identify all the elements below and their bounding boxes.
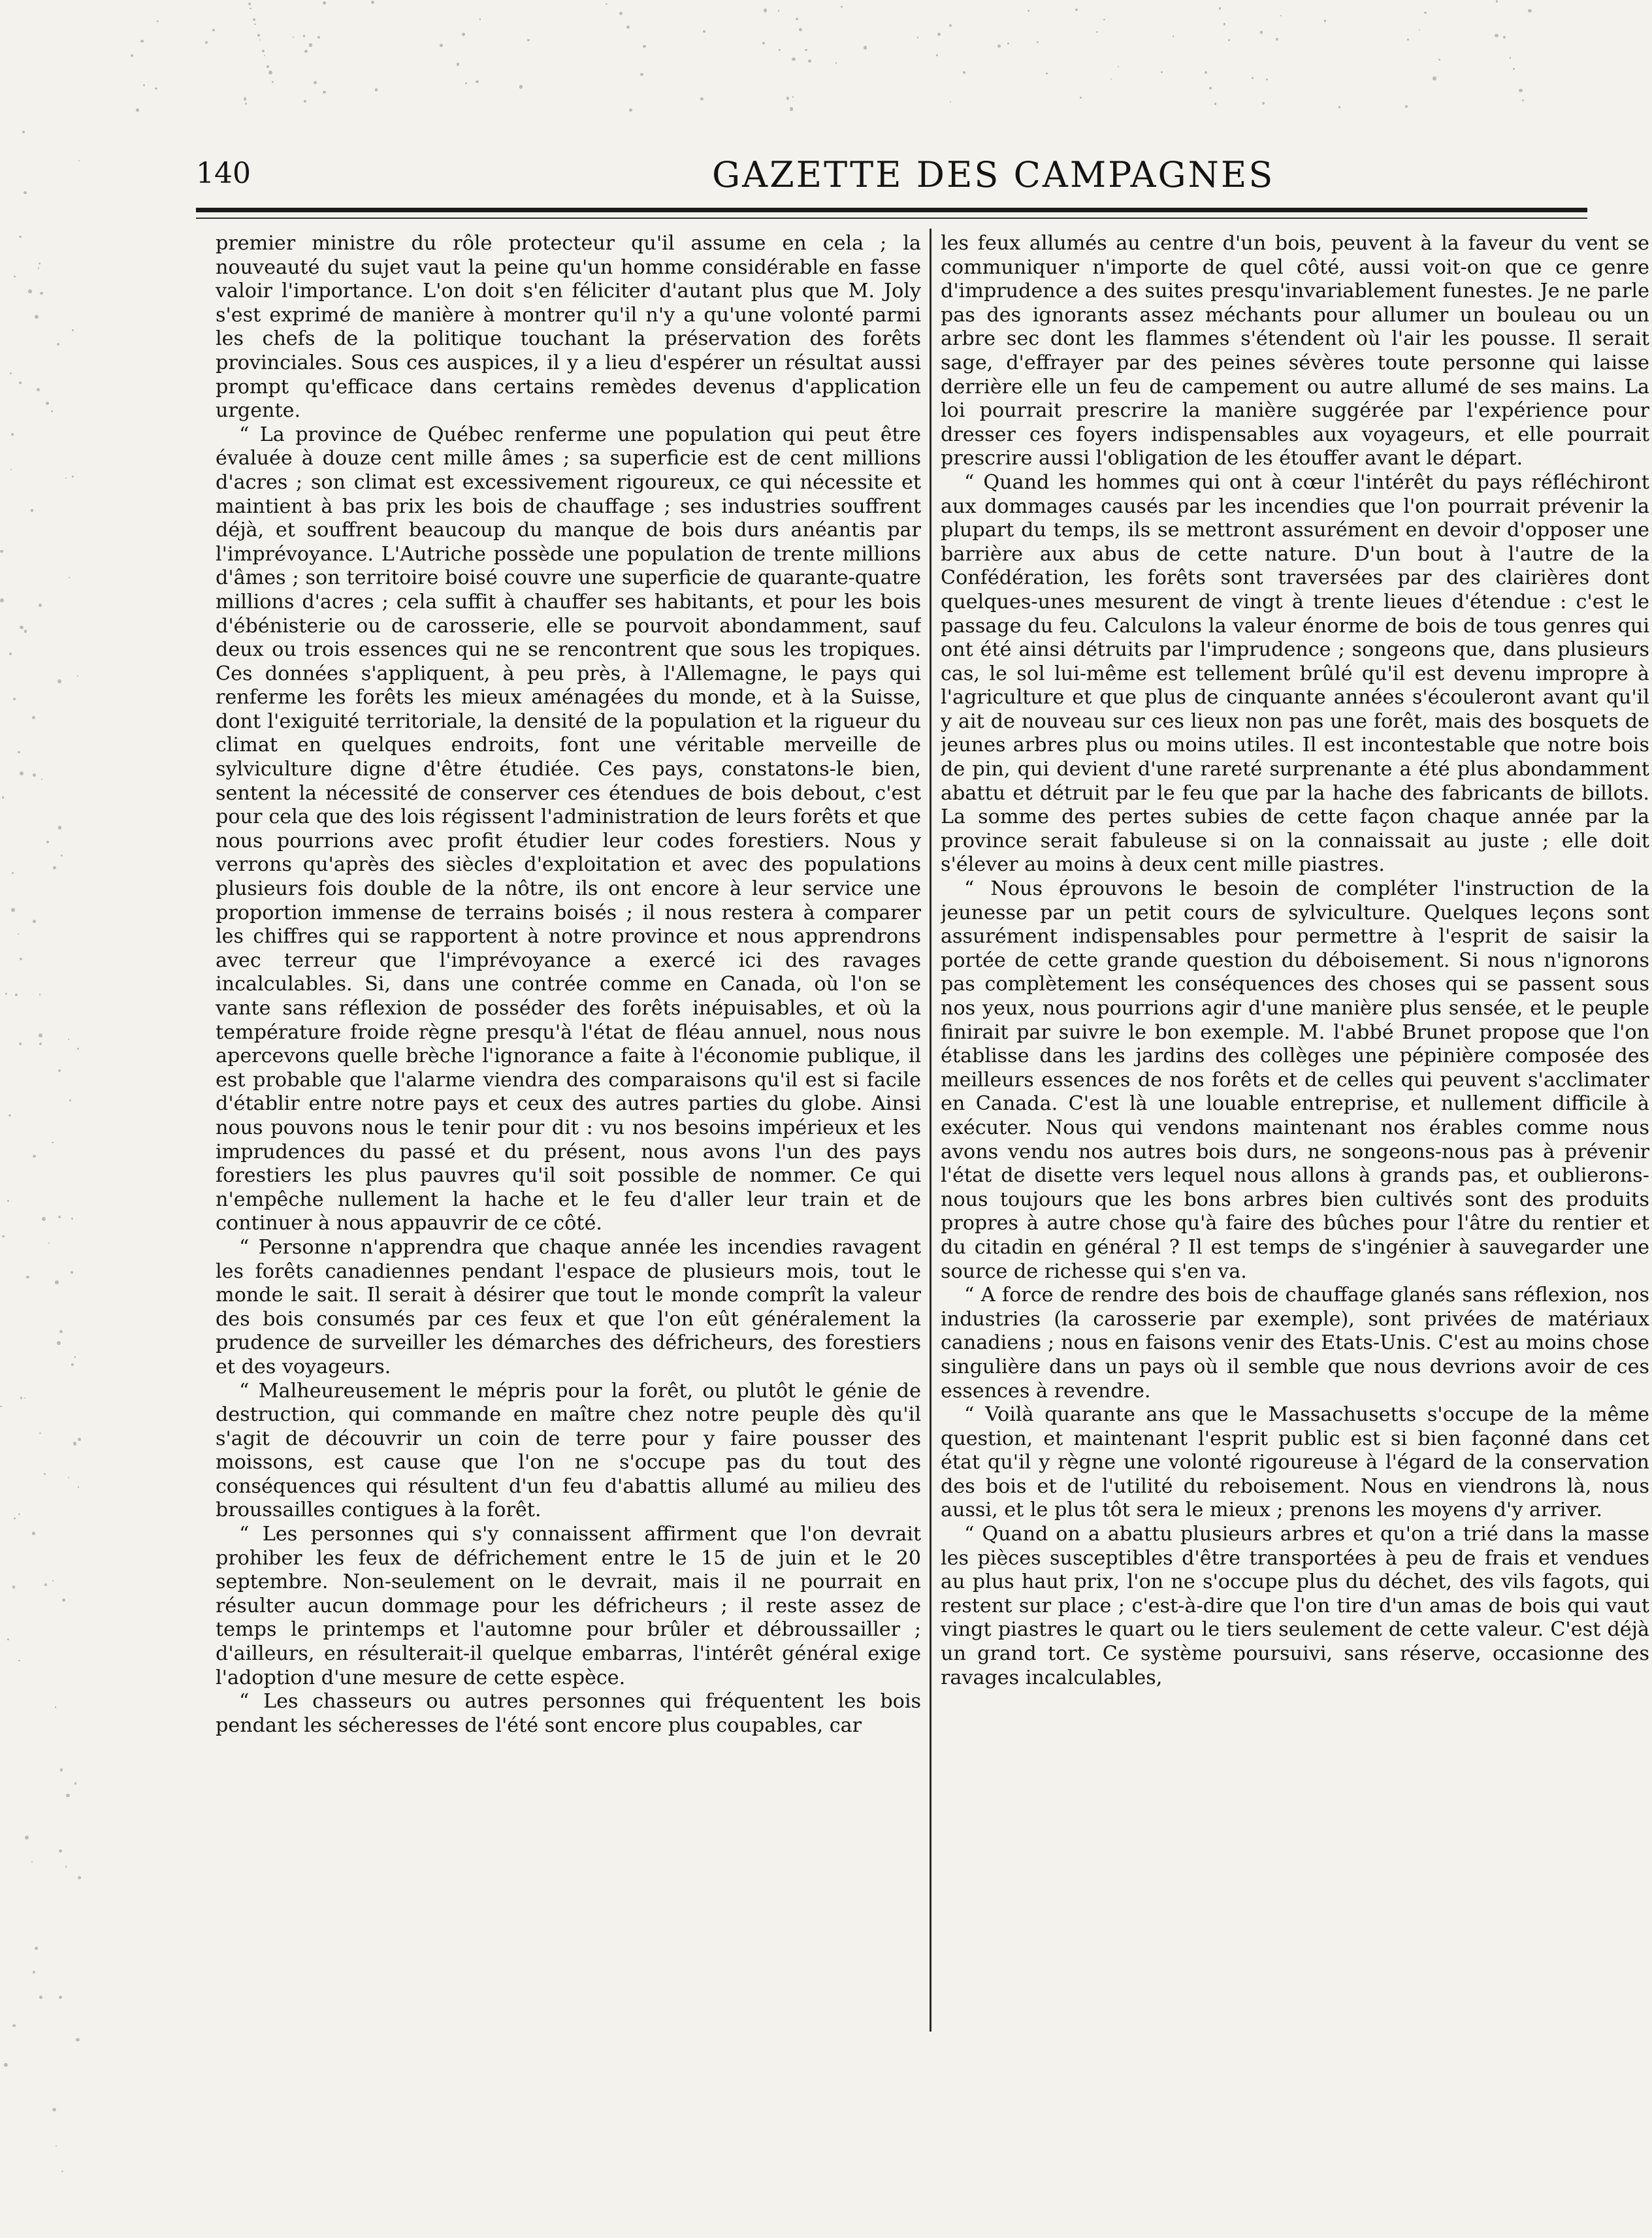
scan-speck <box>33 1971 35 1973</box>
scan-speck <box>1324 20 1326 22</box>
scan-speck <box>264 55 265 56</box>
scan-speck <box>55 1280 58 1284</box>
scan-speck <box>257 34 260 37</box>
scan-speck <box>643 45 646 48</box>
scan-speck <box>465 82 467 84</box>
scan-speck <box>73 1442 77 1446</box>
scan-speck <box>32 716 35 719</box>
scan-speck <box>259 39 261 41</box>
scan-speck <box>24 630 27 632</box>
scan-speck <box>77 675 78 677</box>
scan-speck <box>792 96 794 97</box>
scan-speck <box>314 81 317 84</box>
scan-speck <box>375 88 378 91</box>
scan-speck <box>799 28 802 31</box>
scan-speck <box>71 1218 74 1220</box>
scan-speck <box>20 958 22 960</box>
scan-speck <box>1028 10 1030 12</box>
scan-speck <box>937 33 941 36</box>
scan-speck <box>7 1638 9 1640</box>
scan-speck <box>33 773 36 777</box>
scan-speck <box>74 1782 77 1785</box>
scan-speck <box>762 42 765 44</box>
scan-speck <box>61 2171 63 2172</box>
scan-speck <box>77 1048 79 1050</box>
scan-speck <box>779 49 781 51</box>
scan-speck <box>39 1033 42 1037</box>
scan-speck <box>304 50 308 54</box>
scan-speck <box>26 1276 29 1278</box>
scan-speck <box>53 866 56 869</box>
scan-speck <box>805 49 807 52</box>
scan-speck <box>0 598 4 602</box>
scan-speck <box>293 37 294 38</box>
scan-speck <box>39 263 40 265</box>
scan-speck <box>39 1996 42 1999</box>
scan-speck <box>69 577 71 579</box>
scan-speck <box>457 63 459 65</box>
scan-speck <box>78 1876 81 1879</box>
scan-speck <box>157 20 159 22</box>
scan-speck <box>15 994 18 996</box>
scan-speck <box>1205 71 1207 74</box>
paragraph: “ La province de Québec renferme une population qui peut être évaluée à douze cent mille âmes ; sa superficie est de cent millions d'acres ; son climat est excessivement rigoureux, ce qui nécessite et maintient à bas prix les bois de chauffage ; ses industries souffrent déjà, et souffrent beaucoup du manque de bois durs anéantis par l'imprévoyance. L'Autriche possède une population de trente millions d'âmes ; son territoire boisé couvre une superficie de quarante-quatre millions d'acres ; cela suffit à chauffer ses habitants, et pour les bois d'ébénisterie ou de carosserie, elle se pourvoit abondamment, sauf deux ou trois essences qui ne se rencontrent que sous les tropiques. Ces données s'appliquent, à peu près, à l'Allemagne, le pays qui renferme les forêts les mieux aménagées du monde, et à la Suisse, dont l'exiguité territoriale, la densité de la population et la rigueur du climat en quelques endroits, font une véritable merveille de sylviculture digne d'être étudiée. Ces pays, constatons-le bien, sentent la nécessité de conserver ces étendues de bois debout, c'est pour cela que des lois régissent l'administration de leurs forêts et que nous pourrions avec profit étudier leur codes forestiers. Nous y verrons qu'après des siècles d'exploitation et avec des populations plusieurs fois double de la nôtre, ils ont encore à leur service une proportion immense de terrains boisés ; il nous restera à comparer les chiffres qui se rapportent à notre province et nous apprendrons avec terreur que l'imprévoyance a exercé ici des ravages incalculables. Si, dans une contrée comme en Canada, où l'on se vante sans réflexion de posséder des forêts inépuisables, et où la température froide règne presqu'à l'état de fléau annuel, nous nous apercevons quelle brèche l'ignorance a faite à l'économie publique, il est probable que l'alarme viendra des comparaisons qu'il est si facile d'établir entre notre pays et ceux des autres parties du globe. Ainsi nous pouvons nous le tenir pour dit : vu nos besoins impérieux et les imprudences du passé et du présent, nous avons l'un des pays forestiers les plus pauvres qu'il soit possible de nommer. Ce qui n'empêche nullement la hache et le feu d'aller leur train et de continuer à nous appauvrir de ce côté. <box>216 423 921 1235</box>
paragraph: les feux allumés au centre d'un bois, peuvent à la faveur du vent se communiquer n'importe de quel côté, aussi voit-on que ce genre d'imprudence a des suites presqu'invariablement funestes. Je ne parle pas des ignorants assez méchants pour allumer un bouleau ou un arbre sec dont les flammes s'étendent où l'air les pousse. Il serait sage, d'effrayer par des peines sévères toute personne qui laisse derrière elle un feu de campement ou autre allumé de ses mains. La loi pourrait prescrire la manière suggérée par l'expérience pour dresser ces foyers indispensables aux voyageurs, et elle pourrait prescrire aussi l'obligation de les étouffer avant le départ. <box>941 232 1649 470</box>
scan-speck <box>5 993 7 994</box>
scan-speck <box>479 18 481 20</box>
scan-speck <box>10 372 12 374</box>
scan-speck <box>1495 34 1498 38</box>
scan-speck <box>12 2024 15 2027</box>
scan-speck <box>62 1598 65 1602</box>
paragraph: “ Les personnes qui s'y connaissent affirment que l'on devrait prohiber les feux de défrichement entre le 15 de juin et le 20 septembre. Non-seulement on le devrait, mais il ne pourrait en résulter aucun dommage pour les défricheurs ; il reste assez de temps le printemps et l'automne pour brûler et débroussailler ; d'ailleurs, en résulterait-il quelque embarras, l'intérêt général exige l'adoption d'une mesure de cette espèce. <box>216 1523 921 1689</box>
paragraph: “ Les chasseurs ou autres personnes qui fréquentent les bois pendant les sécheresses de l'été sont encore plus coupables, car <box>216 1690 921 1737</box>
scan-speck <box>205 41 208 44</box>
scan-speck <box>12 872 14 874</box>
scan-speck <box>440 44 443 47</box>
scan-speck <box>527 39 529 41</box>
paragraph: “ A force de rendre des bois de chauffage glanés sans réflexion, nos industries (la carosserie par exemple), sont privées de matériaux canadiens ; nous en faisons venir des Etats-Unis. C'est au moins chose singulière dans un pays où il semble que nous devrions avoir de ces essences à revendre. <box>941 1284 1649 1403</box>
scan-speck <box>272 81 274 83</box>
scan-speck <box>51 410 53 412</box>
running-title: GAZETTE DES CAMPAGNES <box>712 154 1275 195</box>
scan-speck <box>57 343 59 346</box>
scan-speck <box>19 236 21 238</box>
scan-speck <box>1433 76 1436 80</box>
scan-speck <box>74 1356 76 1358</box>
scan-speck <box>18 751 20 754</box>
scan-speck <box>304 100 307 103</box>
scan-speck <box>76 2038 79 2041</box>
scan-speck <box>58 826 62 830</box>
scan-speck <box>462 33 465 36</box>
scan-speck <box>39 1043 42 1045</box>
scan-speck <box>24 1397 25 1399</box>
scan-speck <box>22 131 25 133</box>
scan-speck <box>28 289 32 293</box>
scan-speck <box>700 97 704 101</box>
scan-speck <box>72 329 74 331</box>
scan-speck <box>78 160 80 161</box>
scan-speck <box>0 1406 1 1407</box>
scan-speck <box>950 101 951 103</box>
scan-speck <box>52 1580 54 1581</box>
scan-speck <box>936 54 938 56</box>
scan-speck <box>244 97 246 100</box>
page-number: 140 <box>196 157 251 190</box>
scan-speck <box>949 24 952 27</box>
scan-speck <box>12 1585 16 1589</box>
scan-speck <box>25 1836 29 1840</box>
scan-speck <box>9 653 12 655</box>
header-rule-thick <box>196 208 1587 212</box>
scan-speck <box>796 18 798 20</box>
column-divider <box>930 229 931 2032</box>
scan-speck <box>2 1235 4 1237</box>
scan-speck <box>1214 103 1217 105</box>
scan-speck <box>19 1043 22 1045</box>
paragraph: “ Quand les hommes qui ont à cœur l'intérêt du pays réfléchiront aux dommages causés par les incendies que l'on pourrait prévenir la plupart du temps, ils se mettront assurément en devoir d'opposer une barrière aux abus de cette nature. D'un bout à l'autre de la Confédération, les forêts sont traversées par des clairières dont quelques-unes mesurent de vingt à trente lieues d'étendue : c'est le passage du feu. Calculons la valeur énorme de bois de tous genres qui ont été ainsi détruits par l'imprudence ; songeons que, dans plusieurs cas, le sol lui-même est tellement brûlé qu'il est devenu impropre à l'agriculture et que plus de cinquante années s'écouleront avant qu'il y ait de nouveau sur ces lieux non pas une forêt, mais des bosquets de jeunes arbres plus ou moins utiles. Il est incontestable que notre bois de pin, qui devient d'une rareté surprenante a été plus abondamment abattu et détruit par le feu que par la hache des fabricants de billots. La somme des pertes subies de cette façon chaque année par la province serait fabuleuse si on la connaissait au juste ; elle doit s'élever au moins à deux cent mille piastres. <box>941 470 1649 877</box>
scan-speck <box>78 1438 81 1441</box>
scan-speck <box>963 71 965 74</box>
scan-speck <box>1503 36 1506 39</box>
scan-speck <box>24 191 26 194</box>
scan-speck <box>1080 97 1082 99</box>
scan-speck <box>57 679 61 683</box>
scan-speck <box>323 91 326 94</box>
scan-speck <box>1496 0 1498 2</box>
scan-speck <box>44 1583 48 1587</box>
scan-speck <box>1209 87 1212 89</box>
scan-speck <box>46 841 50 844</box>
scan-speck <box>476 80 479 84</box>
scan-speck <box>0 550 3 553</box>
header-rule-thin <box>196 218 1587 219</box>
scan-speck <box>38 267 39 268</box>
scan-speck <box>140 40 143 42</box>
scan-speck <box>11 908 15 912</box>
scan-speck <box>1407 39 1409 41</box>
scan-speck <box>1405 105 1408 108</box>
scan-speck <box>68 1477 69 1478</box>
scan-speck <box>267 65 268 67</box>
scan-speck <box>808 59 811 63</box>
scan-speck <box>841 6 843 8</box>
scan-speck <box>1280 15 1282 16</box>
scan-speck <box>59 1996 62 1999</box>
scan-speck <box>1276 38 1278 41</box>
scan-speck <box>250 8 251 10</box>
scan-speck <box>619 12 623 15</box>
scan-speck <box>519 85 523 88</box>
scan-speck <box>8 1114 11 1117</box>
scan-speck <box>640 73 643 76</box>
scan-speck <box>31 509 34 512</box>
scan-speck <box>1228 39 1230 41</box>
scan-speck <box>1110 78 1112 80</box>
scan-speck <box>1513 68 1515 70</box>
scan-speck <box>71 1363 74 1366</box>
scan-speck <box>303 35 306 37</box>
scan-speck <box>31 1861 33 1862</box>
scan-speck <box>268 71 272 74</box>
scan-speck <box>792 57 796 61</box>
scan-speck <box>37 388 40 391</box>
paragraph: “ Nous éprouvons le besoin de compléter l'instruction de la jeunesse par un petit cours de sylviculture. Quelques leçons sont assurément indispensables pour permettre à l'esprit de saisir la portée de cette grande question du déboisement. Si nous n'ignorons pas complètement les conséquences des choses qui se passent sous nos yeux, nous pourrions agir d'une manière plus sensée, et le peuple finirait par suivre le bon exemple. M. l'abbé Brunet propose que l'on établisse dans les jardins des collèges une pépinière composée des meilleurs essences de nos forêts et de celles qui peuvent s'acclimater en Canada. C'est là une louable entreprise, et nullement difficile à exécuter. Nous qui vendons maintenant nos érables comme nous avons vendu nos autres bois durs, ne songeons-nous pas à prévenir l'état de disette vers lequel nous allons à grands pas, et oublierons-nous toujours que les bons arbres bien cultivés sont des produits propres à autre chose qu'à faire des bûches pour l'âtre du rentier et du citadin en général ? Il est temps de s'ingénier à sauvegarder une source de richesse qui s'en va. <box>941 877 1649 1283</box>
scan-speck <box>13 698 16 700</box>
scan-speck <box>59 1330 63 1333</box>
scan-speck <box>44 1473 46 1476</box>
scan-speck <box>39 1433 41 1435</box>
scan-speck <box>52 1142 53 1143</box>
left-column <box>216 232 921 2032</box>
scan-speck <box>1103 19 1105 21</box>
scan-speck <box>1173 35 1174 37</box>
scan-speck <box>606 3 607 5</box>
scan-speck <box>52 2108 56 2111</box>
scan-speck <box>2 796 4 798</box>
scan-speck <box>61 854 63 856</box>
scan-speck <box>20 626 24 630</box>
paragraph: “ Voilà quarante ans que le Massachusetts s'occupe de la même question, et maintenant l'esprit public est si bien façonné dans cet état qu'il y règne une volonté rigoureuse à l'égard de la conservation des bois et de l'utilité du reboisement. Nous en viendrons là, nous aussi, et le plus tôt sera le mieux ; prenons les moyens d'y arriver. <box>941 1403 1649 1522</box>
scan-speck <box>323 1 326 5</box>
scan-speck <box>1338 106 1341 108</box>
scan-speck <box>1096 31 1098 33</box>
scan-speck <box>1075 8 1078 11</box>
scan-speck <box>46 402 49 405</box>
scan-speck <box>18 1514 20 1516</box>
scan-speck <box>155 88 157 90</box>
scan-speck <box>248 3 251 5</box>
scan-speck <box>18 933 19 935</box>
scan-speck <box>69 1099 71 1101</box>
scan-speck <box>703 30 705 33</box>
scan-speck <box>136 108 138 111</box>
scan-speck <box>68 1039 69 1040</box>
scan-speck <box>78 1486 80 1488</box>
paragraph: “ Personne n'apprendra que chaque année les incendies ravagent les forêts canadiennes pendant l'espace de plusieurs mois, tout le monde le sait. Il serait à désirer que tout le monde comprît la valeur des bois consumés par ces feux et que l'on eût généralement la prudence de surveiller les démarches des défricheurs, des forestiers et des voyageurs. <box>216 1235 921 1378</box>
scan-speck <box>41 779 42 780</box>
scan-speck <box>71 1271 73 1274</box>
scan-speck <box>33 920 36 923</box>
scan-speck <box>1046 73 1048 74</box>
scan-speck <box>11 433 13 435</box>
scan-speck <box>65 478 67 479</box>
scan-speck <box>309 43 312 46</box>
scan-speck <box>262 50 265 52</box>
scan-speck <box>48 1242 50 1244</box>
scan-speck <box>835 62 837 63</box>
scan-speck <box>212 29 215 31</box>
scan-speck <box>245 103 247 105</box>
scan-speck <box>55 1706 56 1708</box>
scan-speck <box>4 2063 8 2067</box>
scan-speck <box>7 1200 9 1202</box>
scan-speck <box>14 1517 16 1519</box>
scan-speck <box>1223 23 1225 25</box>
scan-speck <box>1262 102 1265 105</box>
scan-speck <box>1528 9 1531 12</box>
scan-speck <box>35 315 39 319</box>
scan-speck <box>19 381 21 383</box>
scan-speck <box>629 108 632 112</box>
scan-speck <box>917 37 919 39</box>
scan-speck <box>131 54 133 57</box>
scan-speck <box>1438 59 1440 61</box>
scan-speck <box>20 1397 23 1399</box>
scan-speck <box>253 18 255 21</box>
scan-speck <box>626 25 630 29</box>
scan-speck <box>778 10 779 11</box>
scan-speck <box>254 24 256 25</box>
scan-speck <box>56 2145 57 2147</box>
scan-speck <box>1266 78 1268 80</box>
scan-speck <box>1007 42 1009 44</box>
scan-speck <box>18 1660 20 1662</box>
scan-speck <box>33 1155 36 1158</box>
scan-speck <box>1519 89 1523 93</box>
scan-speck <box>1037 41 1039 43</box>
scan-speck <box>42 1217 46 1221</box>
scan-speck <box>1161 71 1163 73</box>
scan-speck <box>786 97 789 99</box>
paragraph: “ Malheureusement le mépris pour la forêt, ou plutôt le génie de destruction, qui commande en maître chez notre peuple dès qu'il s'agit de découvrir un coin de terre pour y faire pousser des moissons, est cause que l'on ne s'occupe pas du tout des conséquences qui résultent d'un feu d'abattis allumé au milieu des broussailles contigues à la forêt. <box>216 1379 921 1522</box>
scan-speck <box>57 1341 61 1345</box>
page-header <box>196 149 1587 208</box>
scan-speck <box>14 276 16 278</box>
scan-speck <box>317 36 320 39</box>
scan-speck <box>10 469 12 470</box>
scan-speck <box>65 1866 67 1868</box>
scan-speck <box>1219 7 1222 10</box>
scan-speck <box>39 994 41 996</box>
scan-speck <box>32 1532 35 1535</box>
scan-speck <box>371 1 374 4</box>
scan-speck <box>764 8 768 12</box>
scan-speck <box>1522 99 1524 101</box>
scan-speck <box>1510 57 1511 58</box>
scan-speck <box>1260 31 1263 34</box>
scan-speck <box>58 1069 61 1072</box>
scan-speck <box>39 604 42 607</box>
scan-speck <box>1118 66 1119 67</box>
right-column <box>941 232 1649 2032</box>
scan-speck <box>59 1849 62 1853</box>
scan-speck <box>1424 12 1427 14</box>
scan-speck <box>790 107 794 111</box>
scan-speck <box>60 1768 63 1772</box>
scan-speck <box>40 292 42 295</box>
scan-speck <box>143 84 146 87</box>
scan-speck <box>20 771 24 775</box>
scan-speck <box>864 46 867 49</box>
scan-speck <box>1252 77 1254 79</box>
scan-speck <box>72 476 74 478</box>
scan-speck <box>1419 29 1420 31</box>
paragraph: “ Quand on a abattu plusieurs arbres et qu'on a trié dans la masse les pièces susceptibles d'être transportées à peu de frais et vendues au plus haut prix, l'on ne s'occupe plus du déchet, des vils fagots, qui restent sur place ; c'est-à-dire que l'on tire d'un amas de bois qui vaut vingt piastres le quart ou le tiers seulement de cette valeur. C'est déjà un grand tort. Ce système poursuivi, sans réserve, occasionne des ravages incalculables, <box>941 1523 1649 1689</box>
paragraph: premier ministre du rôle protecteur qu'il assume en cela ; la nouveauté du sujet vaut la peine qu'un homme considérable en fasse valoir l'importance. L'on doit s'en féliciter d'autant plus que M. Joly s'est exprimé de manière à montrer qu'il n'y a qu'une volonté parmi les chefs de la politique touchant la préservation des forêts provinciales. Sous ces auspices, il y a lieu d'espérer un résultat aussi prompt qu'efficace dans certains remèdes devenus d'application urgente. <box>216 232 921 423</box>
scan-speck <box>66 1794 69 1797</box>
scan-speck <box>58 1216 61 1218</box>
scan-speck <box>35 1947 38 1950</box>
scan-speck <box>997 44 1001 48</box>
